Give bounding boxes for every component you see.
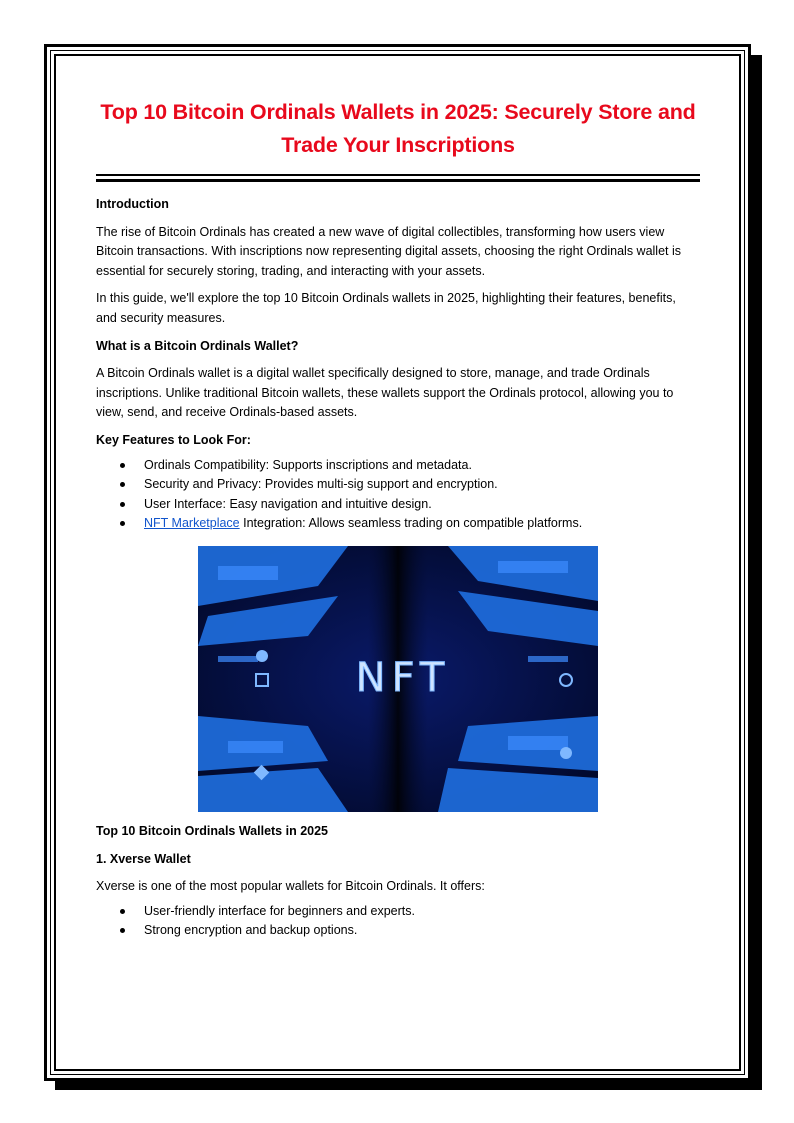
features-list: [96, 456, 700, 534]
list-item: Strong encryption and backup options.: [144, 921, 700, 941]
features-heading: Key Features to Look For:: [96, 432, 251, 447]
nft-image: [198, 546, 598, 812]
xverse-features-list: [96, 902, 700, 941]
list-item: User-friendly interface for beginners and experts.: [144, 902, 700, 922]
list-item: Ordinals Compatibility: Supports inscriptions and metadata.: [144, 456, 700, 476]
what-is-heading: What is a Bitcoin Ordinals Wallet?: [96, 338, 299, 353]
what-is-paragraph: A Bitcoin Ordinals wallet is a digital wallet specifically designed to store, manage, and trade Ordinals inscriptions. Unlike traditional Bitcoin wallets, these wallets support the Ordinals protocol, allowing you to view, send, and receive Ordinals-based assets.: [96, 366, 674, 420]
title-divider: [96, 174, 700, 182]
nft-marketplace-link[interactable]: NFT Marketplace: [144, 516, 240, 531]
list-item: Security and Privacy: Provides multi-sig support and encryption.: [144, 475, 700, 495]
top10-heading: Top 10 Bitcoin Ordinals Wallets in 2025: [96, 823, 329, 838]
xverse-heading: 1. Xverse Wallet: [96, 851, 191, 866]
intro-paragraph-2: In this guide, we'll explore the top 10 Bitcoin Ordinals wallets in 2025, highlighting their features, benefits, and security measures.: [96, 291, 676, 325]
nft-label: NFT: [355, 654, 451, 701]
nft-illustration: [198, 546, 598, 812]
xverse-intro: Xverse is one of the most popular wallets for Bitcoin Ordinals. It offers:: [96, 879, 485, 894]
list-item: [144, 514, 700, 534]
intro-heading: Introduction: [96, 197, 169, 211]
document-body: [96, 96, 700, 941]
intro-paragraph-1: The rise of Bitcoin Ordinals has created a new wave of digital collectibles, transforming how users view Bitcoin transactions. With inscriptions now representing digital assets, choosing the right Ordinals wallet is essential for securely storing, trading, and interacting with your assets.: [96, 224, 681, 278]
page-title: Top 10 Bitcoin Ordinals Wallets in 2025: Securely Store and Trade Your Inscriptions: [100, 100, 696, 157]
list-item: User Interface: Easy navigation and intuitive design.: [144, 495, 700, 515]
list-item-text: Integration: Allows seamless trading on compatible platforms.: [239, 516, 583, 531]
